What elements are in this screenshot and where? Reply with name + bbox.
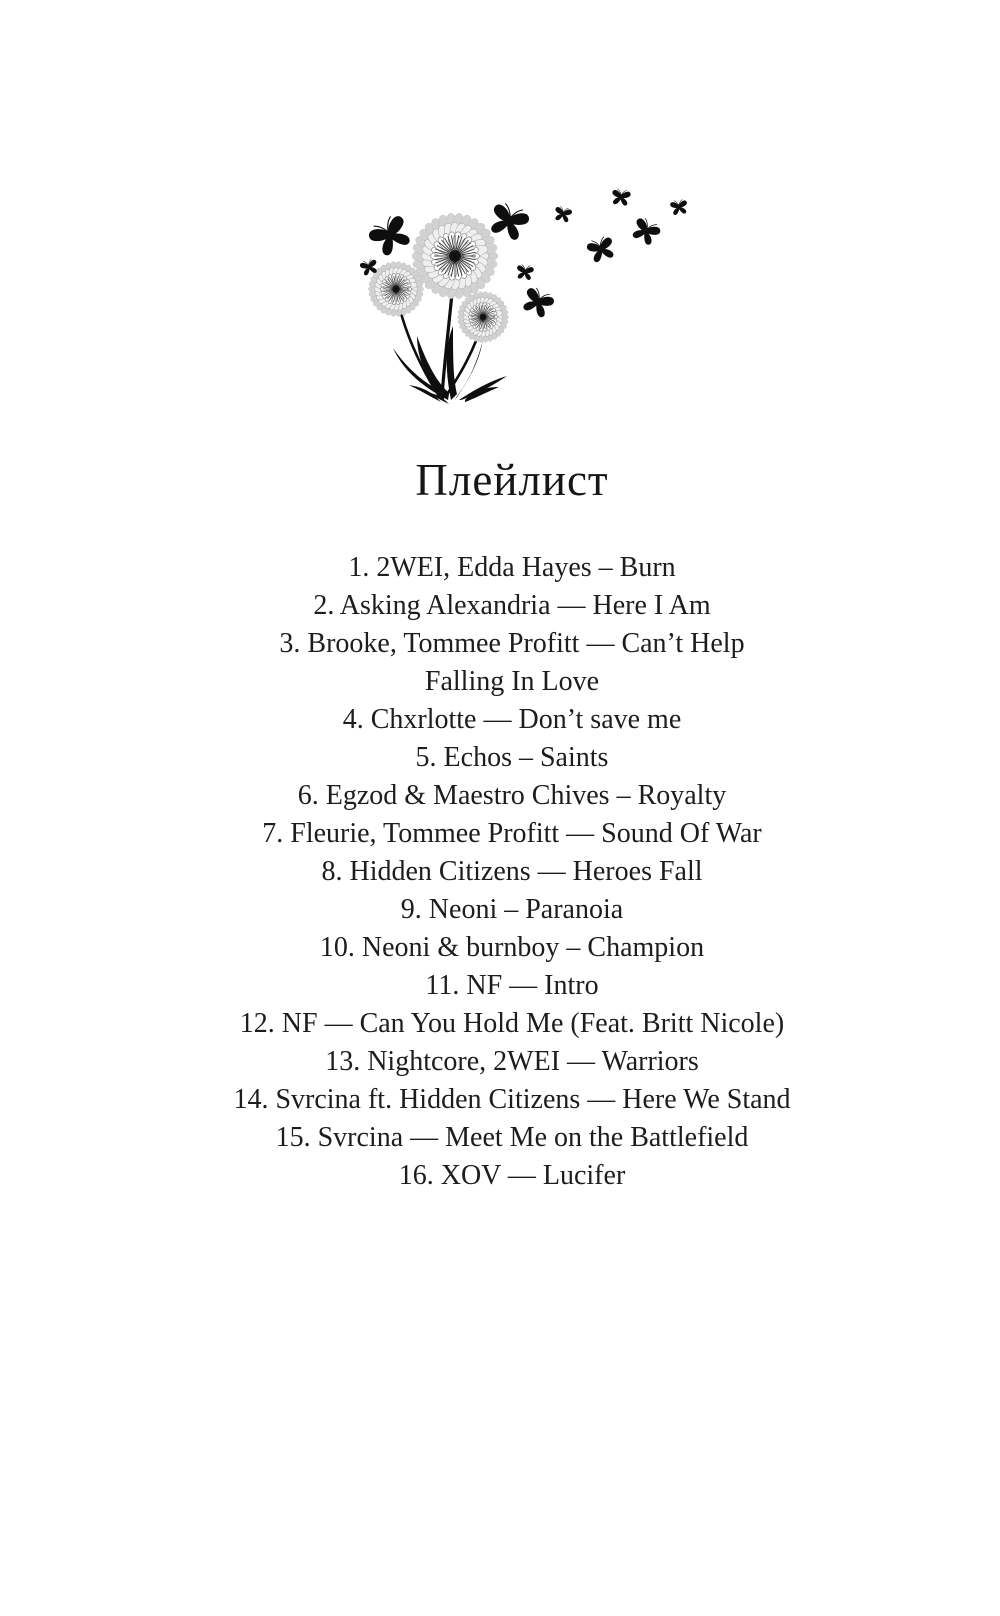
playlist-item [24,815,1000,853]
song-line: 12. NF — Can You Hold Me (Feat. Britt Nicole) [239,1008,785,1039]
song-line: 6. Egzod & Maestro Chives – Royalty [297,780,727,811]
song-line: 5. Echos – Saints [415,742,609,773]
song-line: 13. Nightcore, 2WEI — Warriors [325,1046,699,1077]
playlist-item [24,587,1000,625]
song-line: 11. NF — Intro [425,970,599,1001]
playlist-item [24,1043,1000,1081]
playlist-item [24,777,1000,815]
playlist-item [24,929,1000,967]
playlist-item [24,549,1000,587]
song-line: 9. Neoni – Paranoia [400,894,624,925]
playlist-item [24,701,1000,739]
playlist-item [24,739,1000,777]
playlist-item [24,1157,1000,1195]
playlist-item [24,1119,1000,1157]
song-line: 3. Brooke, Tommee Profitt — Can’t Help [279,628,745,659]
dandelion-butterflies-illustration [353,178,698,406]
playlist-item [24,891,1000,929]
song-line: 4. Chxrlotte — Don’t save me [342,704,682,735]
playlist-item [24,1005,1000,1043]
playlist [24,549,1000,1195]
song-line: 8. Hidden Citizens — Heroes Fall [321,856,703,887]
song-line: 7. Fleurie, Tommee Profitt — Sound Of War [262,818,762,849]
playlist-item [24,625,1000,701]
song-line: 15. Svrcina — Meet Me on the Battlefield [275,1122,749,1153]
song-line: 16. XOV — Lucifer [398,1160,626,1191]
song-line: 2. Asking Alexandria — Here I Am [313,590,711,621]
playlist-item [24,967,1000,1005]
song-line: 14. Svrcina ft. Hidden Citizens — Here We Stand [233,1084,791,1115]
song-line: Falling In Love [424,666,600,697]
playlist-item [24,1081,1000,1119]
page-title: Плейлист [415,455,609,505]
playlist-item [24,853,1000,891]
song-line: 1. 2WEI, Edda Hayes – Burn [348,552,676,583]
song-line: 10. Neoni & burnboy – Champion [319,932,705,963]
